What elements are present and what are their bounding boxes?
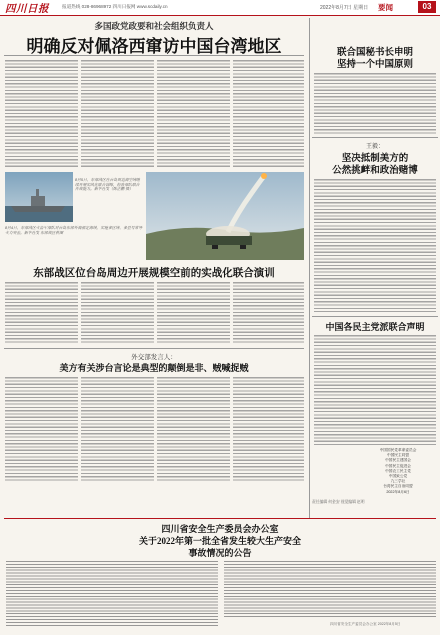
- section-name: 要闻: [378, 3, 393, 12]
- story2-body-col1: [5, 281, 78, 344]
- signatory-list: [360, 448, 436, 495]
- lead-headline: 明确反对佩洛西窜访中国台湾地区: [26, 37, 282, 56]
- lead-body-col3: [157, 59, 230, 167]
- bottom-headline-line2: 事故情况的公告: [188, 548, 252, 558]
- lead-kicker: 多国政党政要和社会组织负责人: [94, 21, 214, 31]
- column-divider: [309, 18, 310, 518]
- story2-headline: 东部战区位台岛周边开展规模空前的实战化联合演训: [33, 268, 275, 279]
- right2-body: [314, 178, 436, 312]
- signatory: 台湾民主自治同盟: [383, 484, 413, 489]
- divider: [4, 55, 304, 56]
- issue-date: 2022年8月7日 星期日: [320, 5, 369, 11]
- photo2-caption: 8月4日，东部战区火箭军部队对台岛东部外海预定海域，实施多区域、多型号常导火力突击。新华社发 东部战区供图: [5, 226, 143, 235]
- signatory: 中国致公党: [388, 474, 408, 479]
- masthead-info: 报道热线 028-86968972 四川日报网 www.scdaily.cn: [62, 4, 168, 9]
- story2-body-col4: [233, 281, 304, 344]
- right1-headline-line1: 联合国秘书长申明: [336, 48, 413, 58]
- bottom-body-left: [6, 560, 218, 626]
- story3-body-col3: [157, 376, 230, 481]
- right2-kicker: 王毅：: [365, 144, 384, 150]
- newspaper-logo: 四川日报: [5, 4, 49, 15]
- divider: [312, 316, 438, 317]
- signatory: 中国民主建国会: [385, 458, 411, 463]
- signatory: 中国国民党革命委员会: [379, 448, 417, 452]
- editor-line: 责任编辑 何金安 视觉编辑 赵明: [312, 500, 365, 504]
- lead-body-col4: [233, 59, 304, 167]
- right3-headline: 中国各民主党派联合声明: [325, 322, 425, 332]
- page-number: 03: [418, 1, 436, 13]
- story2-body-col3: [157, 281, 230, 344]
- divider: [4, 348, 304, 349]
- bottom-footer-note: 四川省安全生产委员会办公室 2022年8月5日: [330, 622, 401, 626]
- signatory: 中国农工民主党: [385, 468, 411, 473]
- divider: [312, 137, 438, 138]
- story3-kicker: 外交部发言人：: [131, 354, 177, 361]
- bottom-kicker: 四川省安全生产委员会办公室: [161, 524, 279, 534]
- lead-body-col2: [81, 59, 154, 167]
- bottom-headline-line1: 关于2022年第一批全省发生较大生产安全: [138, 536, 301, 546]
- signatory: 中国民主同盟: [386, 453, 410, 458]
- right2-headline-line1: 坚决抵制美方的: [341, 154, 409, 164]
- photo-warship: [5, 172, 73, 222]
- story3-headline: 美方有关涉台言论是典型的颠倒是非、贼喊捉贼: [59, 363, 249, 373]
- photo-rocket-launch: [146, 172, 304, 260]
- signatory: 九三学社: [390, 479, 406, 484]
- story3-body-col4: [233, 376, 304, 481]
- right1-body: [314, 72, 436, 134]
- lead-body-col1: [5, 59, 78, 167]
- photo1-caption: 8月5日，东部战区在台岛周边海空域继续开展实战化联合训练，检验部队联合作战能力。新华社发（陈正鹏 摄）: [75, 178, 140, 192]
- story3-body-col1: [5, 376, 78, 481]
- bottom-body-right: [224, 560, 436, 618]
- divider: [4, 518, 436, 519]
- right2-headline-line2: 公然挑衅和政治赌博: [332, 166, 418, 176]
- story2-body-col2: [81, 281, 154, 344]
- right1-headline-line2: 坚持一个中国原则: [336, 60, 413, 70]
- story3-body-col2: [81, 376, 154, 481]
- signatory: 中国民主促进会: [385, 463, 411, 468]
- right3-body: [314, 334, 436, 446]
- signatory-date: 2022年8月6日: [386, 489, 410, 494]
